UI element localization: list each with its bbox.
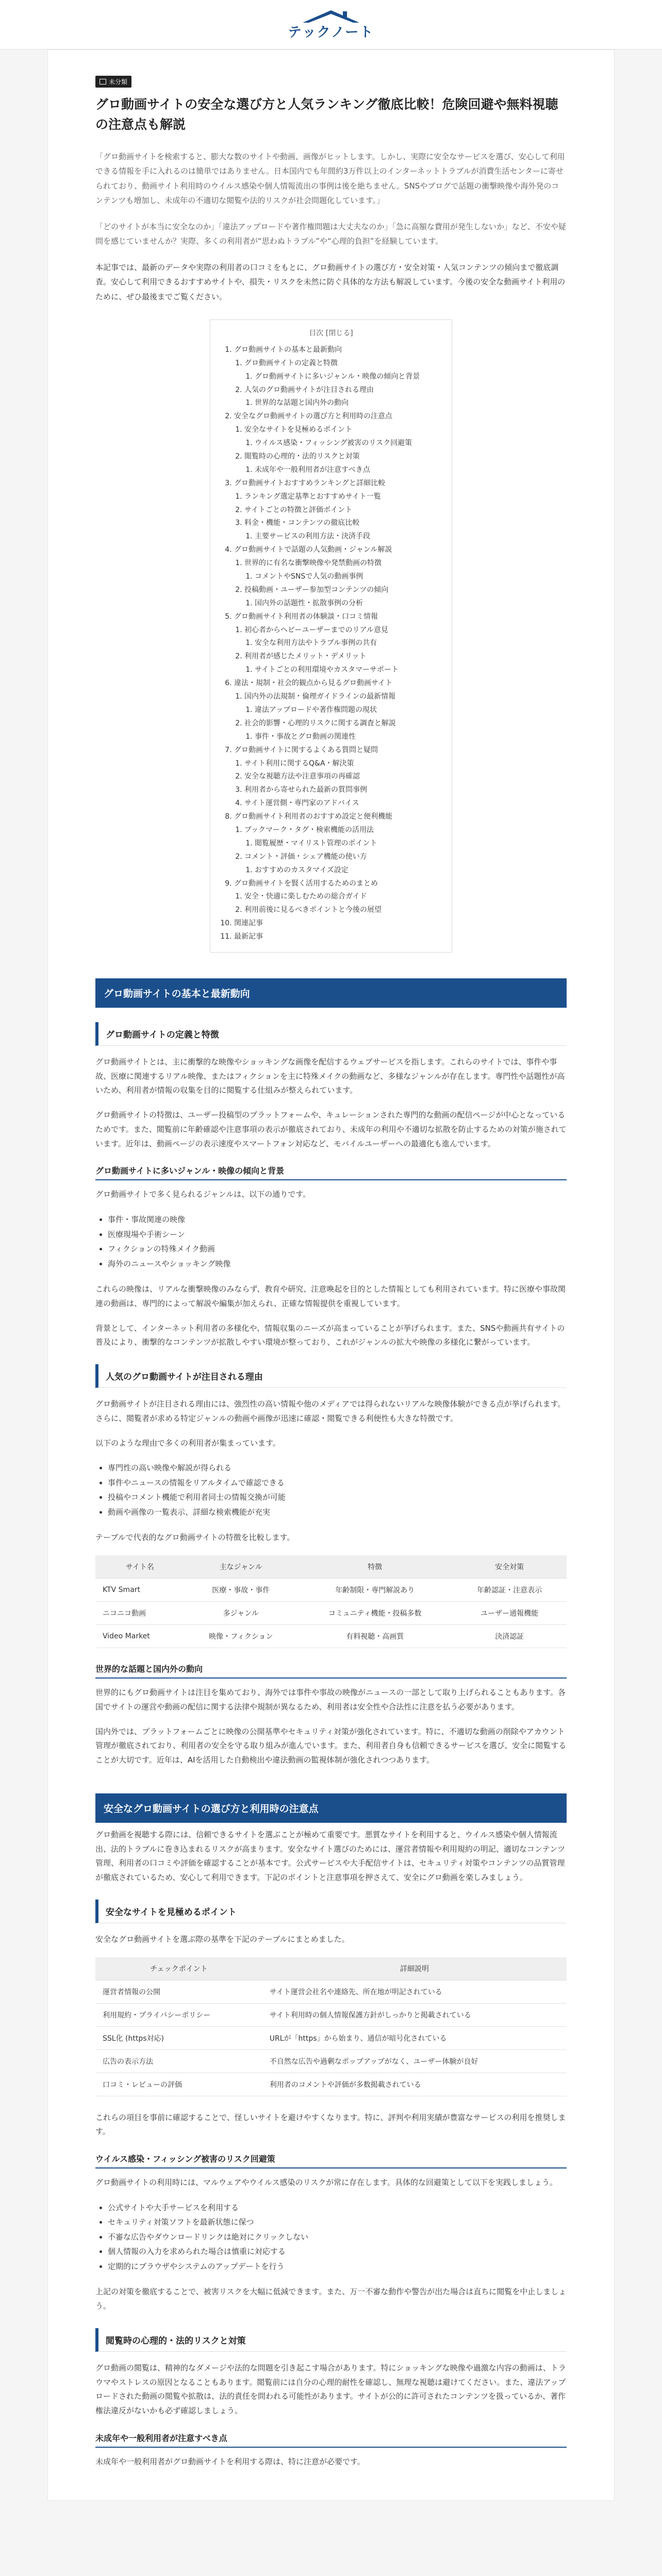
toc-link[interactable]: 主要サービスの利用方法・決済手段: [255, 532, 370, 541]
toc-sublist: [244, 637, 439, 650]
toc-link[interactable]: グロ動画サイトに多いジャンル・映像の傾向と背景: [255, 372, 420, 381]
list-item: • 医療現場や手術シーン: [108, 1227, 567, 1242]
column-header: サイト名: [95, 1555, 184, 1579]
toc-item[interactable]: [255, 437, 439, 450]
bullet-list: [95, 1461, 567, 1519]
toc-link[interactable]: 料金・機能・コンテンツの徹底比較: [244, 519, 360, 528]
toc-title[interactable]: 目次 [閉じる]: [309, 329, 353, 337]
toc-item[interactable]: [234, 611, 439, 677]
toc-item[interactable]: [244, 384, 439, 411]
paragraph: これらの映像は、リアルな衝撃映像のみならず、教育や研究、注意喚起を目的とした情報としても利用されています。特に医療や事故関連の動画は、専門的によって解説や編集が加えられ、正確な情報提供を重視しています。: [95, 1284, 566, 1308]
toc-item[interactable]: [244, 890, 439, 904]
site-header: [0, 0, 662, 49]
paragraph: 以下のような理由で多くの利用者が集まっています。: [95, 1438, 280, 1448]
list-item: • 不審な広告やダウンロードリンクは絶対にクリックしない: [108, 2230, 567, 2245]
toc-link[interactable]: 安全なサイトを見極めるポイント: [244, 426, 353, 434]
table-cell: 口コミ・レビューの評価: [95, 2073, 262, 2096]
list-item: • セキュリティ対策ソフトを最新状態に保つ: [108, 2215, 567, 2230]
table-cell: KTV Smart: [95, 1579, 184, 1602]
toc-sublist: [234, 357, 439, 411]
toc-item[interactable]: [244, 717, 439, 744]
toc-link[interactable]: グロ動画サイトを賢く活用するためのまとめ: [234, 879, 378, 888]
intro-paragraph: 「グロ動画サイトを検索すると、膨大な数のサイトや動画、画像がヒットします。しかし、実際に安全なサービスを選び、安心して利用できる情報を手に入れるのは簡単ではありません。日本国内でも年間約3万件以上のインターネットトラブルが消費生活センターに寄せられており、動画サイト利用時のウイルス感染や個人情報流出の事例は後を絶ちません。SNSやブログで話題の衝撃映像や海外発のコンテンツも増加し、未成年の不適切な閲覧や法的リスクが社会問題化しています。」: [95, 151, 565, 205]
site-logo-text: テックノート: [288, 25, 374, 40]
table-cell: 利用者のコメントや評価が多数掲載されている: [262, 2073, 567, 2096]
toc-item[interactable]: [234, 930, 439, 944]
toc-item[interactable]: [255, 397, 439, 410]
toc-sublist: [244, 731, 439, 744]
toc-link[interactable]: グロ動画サイトおすすめランキングと詳細比較: [234, 479, 386, 487]
toc-link[interactable]: 利用者から寄せられた最新の質問事例: [244, 786, 367, 794]
toc-link[interactable]: ランキング選定基準とおすすめサイト一覧: [244, 492, 381, 501]
toc-link[interactable]: 違法・規制・社会的観点から見るグロ動画サイト: [234, 679, 393, 688]
column-header: 特徴: [297, 1555, 452, 1579]
paragraph: 世界的にもグロ動画サイトは注目を集めており、海外では事件や事故の映像がニュースの一部として取り上げられることもあります。各国でサイトの運営や動画の配信に関する法律や規制が異なるため、利用者は安全性や合法性に注意を払う必要があります。: [95, 1688, 566, 1711]
paragraph: グロ動画の閲覧は、精神的なダメージや法的な問題を引き起こす場合があります。特にショッキングな映像や過激な内容の動画は、トラウマやストレスの原因となることもあります。閲覧前には自分の心理的耐性を確認し、無理な視聴は避けてください。また、違法アップロードされた動画の閲覧や拡散は、法的責任を問われる可能性があります。サイトが公的に許可されたコンテンツを扱っているか、著作権法違反がないかも必ず確認しましょう。: [95, 2363, 566, 2416]
toc-link[interactable]: グロ動画サイト利用者のおすすめ設定と便利機能: [234, 812, 393, 821]
column-header: 詳細説明: [262, 1957, 567, 1980]
bullet-list: [95, 2200, 567, 2274]
toc-list: [223, 344, 439, 944]
column-header: 主なジャンル: [184, 1555, 297, 1579]
toc-sublist: [234, 757, 439, 811]
toc-item[interactable]: [244, 557, 439, 584]
list-item: • 投稿やコメント機能で利用者同士の情報交換が可能: [108, 1490, 567, 1505]
toc-item[interactable]: [234, 810, 439, 877]
section-heading: グロ動画サイトの基本と最新動向: [95, 978, 567, 1008]
toc-sublist: [234, 490, 439, 544]
toc-item[interactable]: [255, 530, 439, 544]
paragraph: グロ動画サイトとは、主に衝撃的な映像やショッキングな画像を配信するウェブサービスを指します。これらのサイトでは、事件や事故、医療に関連するリアル映像、またはフィクションを主に特殊メイクの動画など、多様なジャンルが存在します。専門性や話題性が高いため、利用者が情報の収集を目的に閲覧する仕組みが整えられています。: [95, 1057, 565, 1095]
table-row: [95, 2026, 567, 2049]
toc-link[interactable]: サイト利用に関するQ&A・解決策: [244, 759, 354, 768]
toc-link[interactable]: 閲覧時の心理的・法的リスクと対策: [244, 452, 360, 461]
folder-icon: [100, 79, 106, 84]
page-title: グロ動画サイトの安全な選び方と人気ランキング徹底比較！危険回避や無料視聴の注意点も解説: [95, 97, 558, 132]
toc-sublist: [244, 464, 439, 477]
toc-link[interactable]: ウイルス感染・フィッシング被害のリスク回避策: [255, 439, 412, 448]
toc-sublist: [234, 557, 439, 611]
toc-link[interactable]: 世界的に有名な衝撃映像や発禁動画の特徴: [244, 559, 382, 568]
subsection-heading: グロ動画サイトの定義と特徴: [95, 1022, 567, 1046]
list-item: • 公式サイトや大手サービスを利用する: [108, 2200, 567, 2215]
paragraph: テーブルで代表的なグロ動画サイトの特徴を比較します。: [95, 1533, 295, 1543]
toc-link[interactable]: 安全な利用方法やトラブル事例の共有: [255, 639, 377, 648]
toc-item[interactable]: [255, 704, 439, 717]
list-item: • 定期的にブラウザやシステムのアップデートを行う: [108, 2259, 567, 2274]
toc-sublist: [244, 370, 439, 384]
toc-link[interactable]: コメントやSNSで人気の動画事例: [255, 572, 363, 581]
toc-item[interactable]: [244, 851, 439, 877]
toc-link[interactable]: グロ動画サイトに関するよくある質問と疑問: [234, 745, 378, 754]
paragraph: これらの項目を事前に確認することで、怪しいサイトを避けやすくなります。特に、評判や利用実績が豊富なサービスの利用を推奨します。: [95, 2112, 566, 2137]
minor-heading: 未成年や一般利用者が注意すべき点: [95, 2432, 567, 2448]
toc-sublist: [234, 824, 439, 877]
table-cell: 映像・フィクション: [184, 1625, 297, 1648]
table-cell: サイト運営会社名や連絡先、所在地が明記されている: [262, 1980, 567, 2003]
toc-link[interactable]: グロ動画サイト利用者の体験談・口コミ情報: [234, 612, 378, 621]
category-badge[interactable]: [95, 76, 131, 88]
toc-sublist: [234, 423, 439, 477]
table-row: [95, 1625, 567, 1648]
table-cell: 有料視聴・高画質: [297, 1625, 452, 1648]
table-cell: URLが「https」から始まり、通信が暗号化されている: [262, 2026, 567, 2049]
toc-sublist: [234, 890, 439, 917]
list-item: • 事件・事故関連の映像: [108, 1212, 567, 1227]
toc-sublist: [244, 704, 439, 717]
list-item: • 事件やニュースの情報をリアルタイムで確認できる: [108, 1476, 567, 1490]
toc-sublist: [234, 624, 439, 677]
paragraph: 国内外では、プラットフォームごとに映像の公開基準やセキュリティ対策が強化されています。特に、不適切な動画の削除やアカウント管理が徹底されており、利用者の安全を守る取り組みが進んでいます。また、利用者自身も信頼できるサービスを選び、安全に閲覧することが大切です。近年は、AIを活用した自動検出や違法動画の監視体制が強化されつつあります。: [95, 1726, 567, 1765]
toc-item[interactable]: [234, 744, 439, 810]
table-row: [95, 2073, 567, 2096]
minor-heading: 世界的な話題と国内外の動向: [95, 1663, 567, 1679]
toc-item[interactable]: [255, 837, 439, 851]
toc-sublist: [244, 570, 439, 584]
toc-item[interactable]: [244, 584, 439, 611]
paragraph: グロ動画サイトの利用時には、マルウェアやウイルス感染のリスクが常に存在します。具体的な回避策として以下を実践しましょう。: [95, 2178, 557, 2188]
toc-item[interactable]: [244, 824, 439, 851]
toc-item[interactable]: [244, 423, 439, 450]
table-row: [95, 2003, 567, 2026]
table-cell: 利用規約・プライバシーポリシー: [95, 2003, 262, 2026]
toc-item[interactable]: [244, 904, 439, 917]
main-container: [47, 49, 615, 2501]
category-label: 未分類: [109, 78, 128, 86]
toc-link[interactable]: サイト運営側・専門家のアドバイス: [244, 799, 359, 808]
toc-item[interactable]: [234, 410, 439, 477]
toc-link[interactable]: グロ動画サイトで話題の人気動画・ジャンル解説: [234, 546, 392, 554]
toc-sublist: [244, 437, 439, 450]
toc-item[interactable]: [244, 690, 439, 717]
list-item: • 専門性の高い映像や解説が得られる: [108, 1461, 567, 1476]
toc-item[interactable]: [234, 477, 439, 544]
table-cell: 医療・事故・事件: [184, 1579, 297, 1602]
table-cell: ニコニコ動画: [95, 1602, 184, 1625]
intro-paragraph: 本記事では、最新のデータや実際の利用者の口コミをもとに、グロ動画サイトの選び方・安全対策・人気コンテンツの傾向まで徹底調査。安心して利用できるおすすめサイトや、損失・リスクを未然に防ぐ具体的な方法も解説しています。今後の安全な動画サイト利用のために、ぜひ最後までご覧ください。: [95, 262, 566, 301]
toc-item[interactable]: [244, 784, 439, 797]
list-item: • 動画や画像の一覧表示、詳細な検索機能が充実: [108, 1505, 567, 1520]
toc-link[interactable]: 関連記事: [234, 919, 263, 928]
bullet-list: [95, 1212, 567, 1271]
toc-item[interactable]: [244, 357, 439, 384]
toc-item[interactable]: [255, 370, 439, 384]
paragraph: 未成年や一般利用者がグロ動画サイトを利用する際は、特に注意が必要です。: [95, 2456, 365, 2466]
table-row: [95, 2049, 567, 2073]
table-of-contents: [210, 319, 452, 953]
table-row: [95, 1579, 567, 1602]
toc-item[interactable]: [255, 864, 439, 877]
table-cell: 広告の表示方法: [95, 2049, 262, 2073]
table-cell: 決済認証: [452, 1625, 567, 1648]
toc-item[interactable]: [234, 677, 439, 743]
toc-item[interactable]: [234, 344, 439, 410]
toc-link[interactable]: 国内外の話題性・拡散事例の分析: [255, 599, 363, 607]
toc-item[interactable]: [244, 450, 439, 477]
toc-item[interactable]: [244, 517, 439, 544]
table-cell: 年齢制限・専門解説あり: [297, 1579, 452, 1602]
column-header: チェックポイント: [95, 1957, 262, 1980]
table-header-row: [95, 1555, 567, 1579]
toc-item[interactable]: [244, 770, 439, 784]
toc-item[interactable]: [255, 464, 439, 477]
toc-link[interactable]: おすすめのカスタマイズ設定: [255, 866, 349, 874]
toc-link[interactable]: サイトごとの特徴と評価ポイント: [244, 505, 353, 514]
table-row: [95, 1602, 567, 1625]
toc-item[interactable]: [255, 731, 439, 744]
subsection-heading: 閲覧時の心理的・法的リスクと対策: [95, 2328, 567, 2352]
toc-sublist: [244, 837, 439, 851]
section-heading: 安全なグロ動画サイトの選び方と利用時の注意点: [95, 1793, 567, 1823]
table-cell: 年齢認証・注意表示: [452, 1579, 567, 1602]
article: [47, 49, 615, 2501]
toc-item[interactable]: [234, 877, 439, 918]
paragraph: 上記の対策を徹底することで、被害リスクを大幅に低減できます。また、万一不審な動作や警告が出た場合は直ちに閲覧を中止しましょう。: [95, 2287, 567, 2311]
toc-link[interactable]: 人気のグロ動画サイトが注目される理由: [244, 385, 374, 394]
toc-link[interactable]: コメント・評価・シェア機能の使い方: [244, 852, 367, 861]
minor-heading: ウイルス感染・フィッシング被害のリスク回避策: [95, 2153, 567, 2168]
toc-sublist: [244, 664, 439, 677]
toc-sublist: [244, 864, 439, 877]
paragraph: 安全なグロ動画サイトを選ぶ際の基準を下記のテーブルにまとめました。: [95, 1934, 350, 1944]
toc-item[interactable]: [255, 637, 439, 650]
intro: [95, 149, 567, 304]
table-header-row: [95, 1957, 567, 1980]
toc-item[interactable]: [244, 490, 439, 504]
site-logo[interactable]: [288, 8, 374, 41]
toc-item[interactable]: [255, 570, 439, 584]
toc-link[interactable]: 利用前後に見るべきポイントと今後の展望: [244, 906, 382, 914]
toc-link[interactable]: 安全なグロ動画サイトの選び方と利用時の注意点: [234, 412, 393, 421]
list-item: • 個人情報の入力を求められた場合は慎重に対応する: [108, 2244, 567, 2259]
table-cell: SSL化 (https対応): [95, 2026, 262, 2049]
toc-link[interactable]: サイトごとの利用環境やカスタマーサポート: [255, 666, 399, 674]
table-cell: コミュニティ機能・投稿多数: [297, 1602, 452, 1625]
toc-link[interactable]: グロ動画サイトの定義と特徴: [244, 359, 338, 367]
toc-link[interactable]: グロ動画サイトの基本と最新動向: [234, 345, 342, 354]
table-cell: Video Market: [95, 1625, 184, 1648]
toc-sublist: [244, 597, 439, 611]
subsection-heading: 人気のグロ動画サイトが注目される理由: [95, 1364, 567, 1388]
toc-item[interactable]: [234, 917, 439, 930]
list-item: • 海外のニュースやショッキング映像: [108, 1257, 567, 1272]
toc-item[interactable]: [244, 757, 439, 771]
toc-item[interactable]: [244, 504, 439, 517]
toc-item[interactable]: [255, 664, 439, 677]
toc-item[interactable]: [244, 650, 439, 677]
table-cell: ユーザー通報機能: [452, 1602, 567, 1625]
toc-link[interactable]: 社会的影響・心理的リスクに関する調査と解説: [244, 719, 396, 727]
table-cell: 多ジャンル: [184, 1602, 297, 1625]
toc-link[interactable]: 安全な視聴方法や注意事項の再確認: [244, 772, 360, 781]
toc-item[interactable]: [244, 797, 439, 810]
toc-link[interactable]: 閲覧履歴・マイリスト管理のポイント: [255, 839, 377, 848]
toc-link[interactable]: ブックマーク・タグ・検索機能の活用法: [244, 825, 374, 834]
toc-link[interactable]: 世界的な話題と国内外の動向: [255, 399, 349, 408]
intro-paragraph: 「どのサイトが本当に安全なのか」「違法アップロードや著作権問題は大丈夫なのか」「急に高額な費用が発生しないか」など、不安や疑問を感じていませんか？実際、多くの利用者が“思わぬトラブル”や“心理的負担”を経験しています。: [95, 222, 566, 246]
table-cell: 不自然な広告や過剰なポップアップがなく、ユーザー体験が良好: [262, 2049, 567, 2073]
toc-link[interactable]: 投稿動画・ユーザー参加型コンテンツの傾向: [244, 585, 389, 594]
toc-sublist: [244, 397, 439, 410]
toc-item[interactable]: [234, 544, 439, 610]
paragraph: グロ動画を視聴する際には、信頼できるサイトを選ぶことが極めて重要です。悪質なサイトを利用すると、ウイルス感染や個人情報流出、法的トラブルに巻き込まれるリスクが高まります。安全なサイト選びのためには、運営者情報や利用規約の明記、適切なコンテンツ管理、利用者の口コミや評価を確認することが基本です。公式サービスや大手配信サイトは、セキュリティ対策やコンテンツの品質管理が徹底されているため、安心して利用できます。下記のポイントと注意事項を押さえて、安全にグロ動画を楽しみましょう。: [95, 1829, 566, 1883]
list-item: • フィクションの特殊メイク動画: [108, 1242, 567, 1257]
safety-checklist-table: [95, 1957, 567, 2096]
toc-link[interactable]: 初心者からヘビーユーザーまでのリアル意見: [244, 625, 388, 634]
toc-link[interactable]: 事件・事故とグロ動画の関連性: [255, 732, 356, 741]
toc-link[interactable]: 未成年や一般利用者が注意すべき点: [255, 465, 370, 474]
toc-link[interactable]: 国内外の法規制・倫理ガイドラインの最新情報: [244, 692, 396, 701]
toc-link[interactable]: 利用者が感じたメリット・デメリット: [244, 652, 367, 661]
subsection-heading: 安全なサイトを見極めるポイント: [95, 1900, 567, 1923]
table-cell: サイト利用時の個人情報保護方針がしっかりと掲載されている: [262, 2003, 567, 2026]
toc-item[interactable]: [244, 624, 439, 651]
toc-item[interactable]: [255, 597, 439, 611]
toc-sublist: [244, 530, 439, 544]
paragraph: グロ動画サイトが注目される理由には、強烈性の高い情報や他のメディアでは得られないリアルな映像体験ができる点が挙げられます。さらに、閲覧者が求める特定ジャンルの動画や画像が迅速に確認・閲覧できる利便性も大きな特徴です。: [95, 1399, 566, 1423]
toc-link[interactable]: 最新記事: [234, 933, 263, 941]
table-row: [95, 1980, 567, 2003]
paragraph: 背景として、インターネット利用者の多様化や、情報収集のニーズが高まっていることが挙げられます。また、SNSや動画共有サイトの普及により、衝撃的なコンテンツが拡散しやすい環境が整っており、これがジャンルの拡大や映像の多様化に繋がっています。: [95, 1323, 565, 1347]
site-comparison-table: [95, 1555, 567, 1648]
column-header: 安全対策: [452, 1555, 567, 1579]
toc-link[interactable]: 違法アップロードや著作権問題の現状: [255, 705, 377, 714]
paragraph: グロ動画サイトの特徴は、ユーザー投稿型のプラットフォームや、キュレーションされた専門的な動画の配信ページが中心となっているためです。また、閲覧前に年齢確認や注意事項の表示が徹底されており、未成年の利用や不適切な拡散を防止するための対策が施されています。近年は、動画ページの表示速度やスマートフォン対応など、モバイルユーザーへの最適化も進んでいます。: [95, 1110, 567, 1148]
toc-link[interactable]: 安全・快適に楽しむための総合ガイド: [244, 892, 367, 901]
minor-heading: グロ動画サイトに多いジャンル・映像の傾向と背景: [95, 1164, 567, 1180]
paragraph: グロ動画サイトで多く見られるジャンルは、以下の通りです。: [95, 1190, 311, 1199]
toc-sublist: [234, 690, 439, 744]
table-cell: 運営者情報の公開: [95, 1980, 262, 2003]
